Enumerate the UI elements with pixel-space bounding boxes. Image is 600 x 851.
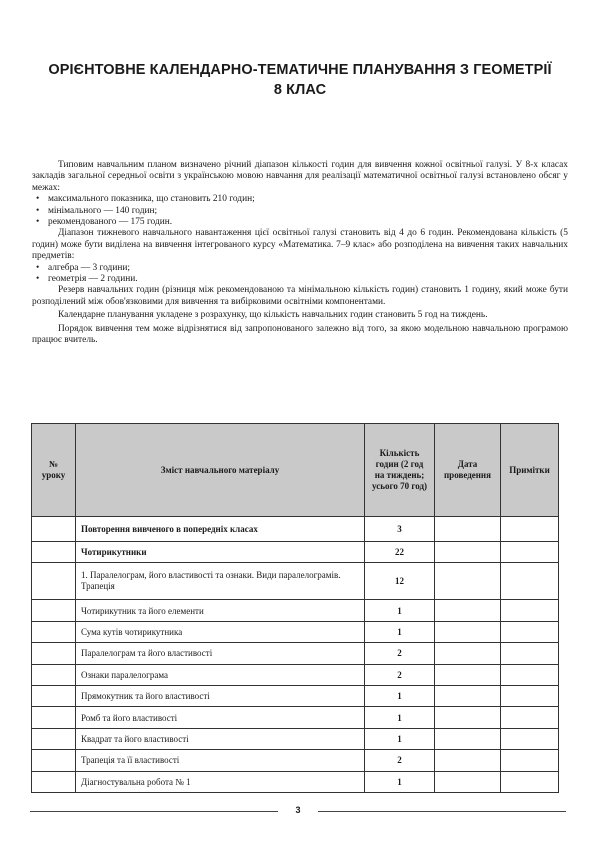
cell-notes (501, 542, 559, 563)
cell-lesson-number (32, 664, 76, 685)
header-hours: Кількість годин (2 год на тиждень; усього 70 год) (365, 424, 435, 517)
cell-hours: 1 (365, 600, 435, 621)
table-row (32, 563, 559, 600)
cell-hours: 1 (365, 621, 435, 642)
list-item: • максимального показника, що становить 210 годин; (36, 194, 568, 205)
cell-hours: 1 (365, 728, 435, 749)
cell-notes (501, 728, 559, 749)
cell-topic: Сума кутів чотирикутника (76, 621, 365, 642)
intro-paragraph-5: Порядок вивчення тем може відрізнятися від запропонованого залежно від того, за якою модельною навчальною програмою працює вчитель. (32, 323, 568, 346)
cell-lesson-number (32, 728, 76, 749)
cell-notes (501, 643, 559, 664)
cell-topic: Трапеція та її властивості (76, 750, 365, 771)
intro-paragraph-1: Типовим навчальним планом визначено річний діапазон кількості годин для вивчення кожної освітньої галузі. У 8-х класах закладів загальної середньої освіти з українською мовою навчання для реалізації математичної освітньої галузі встановлено обсяг у межах: (32, 160, 568, 193)
cell-lesson-number (32, 600, 76, 621)
cell-lesson-number (32, 563, 76, 600)
cell-topic: Чотирикутники (76, 542, 365, 563)
cell-date (435, 664, 501, 685)
cell-date (435, 621, 501, 642)
table-row (32, 750, 559, 771)
cell-date (435, 707, 501, 728)
cell-notes (501, 707, 559, 728)
table-row (32, 728, 559, 749)
list-item: • геометрія — 2 години. (36, 274, 568, 285)
cell-topic: Ознаки паралелограма (76, 664, 365, 685)
cell-lesson-number (32, 542, 76, 563)
cell-date (435, 600, 501, 621)
cell-notes (501, 517, 559, 542)
footer-rule-left (30, 811, 278, 812)
table-row (32, 600, 559, 621)
cell-lesson-number (32, 750, 76, 771)
subjects-list (32, 263, 568, 286)
header-notes: Примітки (501, 424, 559, 517)
header-content: Зміст навчального матеріалу (76, 424, 365, 517)
table-row (32, 685, 559, 706)
cell-date (435, 643, 501, 664)
intro-paragraph-2: Діапазон тижневого навчального навантаження цієї освітньої галузі становить від 4 до 6 годин. Рекомендована кількість (5 годин) може бути виділена на вивчення інтегрованого курсу «Математика. 7–9 клас» або розподілена на вивчення таких навчальних предметів: (32, 228, 568, 262)
cell-date (435, 750, 501, 771)
table-row (32, 621, 559, 642)
header-date: Дата проведення (435, 424, 501, 517)
cell-notes (501, 563, 559, 600)
table-body (32, 517, 559, 793)
cell-hours: 1 (365, 685, 435, 706)
cell-topic: Діагностувальна робота № 1 (76, 771, 365, 792)
intro-text (32, 160, 568, 347)
cell-topic: 1. Паралелограм, його властивості та ознаки. Види паралелограмів. Трапеція (76, 563, 365, 600)
cell-lesson-number (32, 685, 76, 706)
cell-hours: 2 (365, 664, 435, 685)
list-item: • алгебра — 3 години; (36, 263, 568, 274)
planning-table (31, 423, 559, 793)
table-row (32, 771, 559, 792)
cell-date (435, 563, 501, 600)
cell-notes (501, 664, 559, 685)
list-item: • мінімального — 140 годин; (36, 206, 568, 217)
table-row (32, 517, 559, 542)
table-header-row (32, 424, 559, 517)
page-subtitle-grade: 8 КЛАС (273, 82, 327, 98)
cell-date (435, 771, 501, 792)
footer-rule-right (318, 811, 566, 812)
cell-hours: 12 (365, 563, 435, 600)
cell-topic: Паралелограм та його властивості (76, 643, 365, 664)
table-row (32, 542, 559, 563)
cell-topic: Повторення вивченого в попередніх класах (76, 517, 365, 542)
cell-lesson-number (32, 771, 76, 792)
hours-range-list (32, 194, 568, 228)
cell-hours: 22 (365, 542, 435, 563)
table-row (32, 643, 559, 664)
cell-notes (501, 600, 559, 621)
cell-topic: Чотирикутник та його елементи (76, 600, 365, 621)
cell-notes (501, 621, 559, 642)
cell-lesson-number (32, 517, 76, 542)
cell-hours: 1 (365, 771, 435, 792)
cell-lesson-number (32, 707, 76, 728)
cell-date (435, 685, 501, 706)
cell-hours: 2 (365, 643, 435, 664)
cell-lesson-number (32, 643, 76, 664)
cell-lesson-number (32, 621, 76, 642)
cell-notes (501, 750, 559, 771)
cell-topic: Ромб та його властивості (76, 707, 365, 728)
cell-date (435, 728, 501, 749)
cell-notes (501, 771, 559, 792)
cell-hours: 3 (365, 517, 435, 542)
intro-paragraph-4: Календарне планування укладене з розрахунку, що кількість навчальних годин становить 5 год на тиждень. (58, 310, 488, 321)
page-title: ОРІЄНТОВНЕ КАЛЕНДАРНО-ТЕМАТИЧНЕ ПЛАНУВАННЯ З ГЕОМЕТРІЇ (48, 62, 552, 78)
header-lesson-number: № уроку (32, 424, 76, 517)
cell-notes (501, 685, 559, 706)
cell-topic: Квадрат та його властивості (76, 728, 365, 749)
cell-date (435, 542, 501, 563)
cell-date (435, 517, 501, 542)
cell-topic: Прямокутник та його властивості (76, 685, 365, 706)
cell-hours: 2 (365, 750, 435, 771)
list-item: • рекомендованого — 175 годин. (36, 217, 568, 228)
table-row (32, 707, 559, 728)
table-row (32, 664, 559, 685)
page-number: 3 (295, 805, 301, 815)
intro-paragraph-3: Резерв навчальних годин (різниця між рекомендованою та мінімальною кількість годин) становить 1 годину, який може бути розподілений між обов'язковими для вивчення та вибірковими освітніми компонентами. (32, 285, 568, 307)
cell-hours: 1 (365, 707, 435, 728)
